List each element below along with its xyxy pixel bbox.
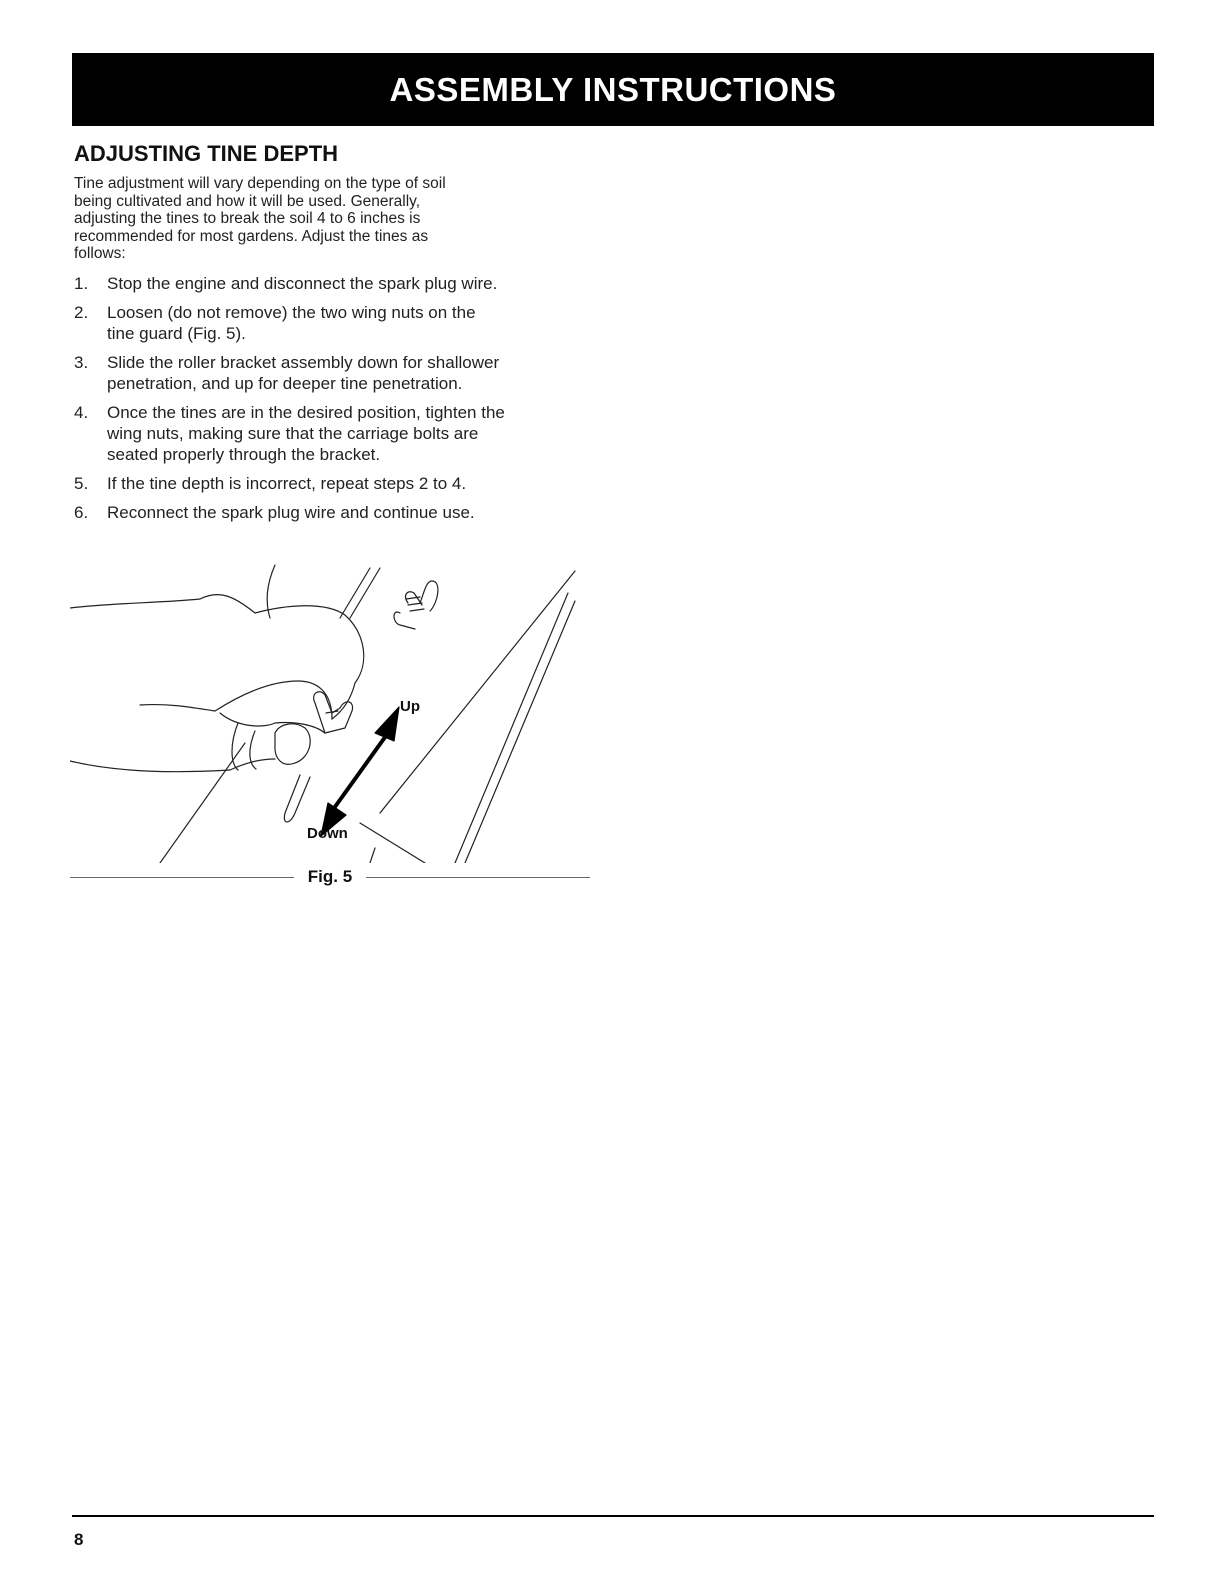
step-number: 1. — [74, 273, 89, 293]
footer-rule — [72, 1515, 1154, 1517]
intro-line: Tine adjustment will vary depending on the type of soil — [74, 175, 446, 192]
page-number: 8 — [74, 1530, 84, 1549]
fig-label-up: Up — [400, 698, 420, 715]
adjust-arrow-shaft — [332, 733, 388, 811]
section-banner — [72, 53, 1154, 126]
figure-5 — [70, 563, 590, 893]
step-text — [107, 502, 594, 523]
intro-line: recommended for most gardens. Adjust the tines as — [74, 227, 429, 245]
guard-edge-line — [370, 848, 375, 863]
fig-label-down: Down — [307, 825, 348, 842]
step-text — [107, 402, 594, 465]
intro-line: adjusting the tines to break the soil 4 to 6 inches is — [74, 210, 421, 228]
step-text — [107, 302, 594, 344]
step-text — [107, 352, 594, 394]
guard-edge-line — [465, 601, 575, 863]
step-item — [74, 352, 594, 394]
step-item — [74, 502, 594, 523]
step-item — [74, 402, 594, 465]
step-line: penetration, and up for deeper tine penetration. — [107, 373, 463, 393]
step-number: 3. — [74, 352, 89, 372]
caption-rule-left — [70, 877, 294, 878]
step-line: Stop the engine and disconnect the spark plug wire. — [107, 273, 498, 293]
intro-paragraph — [74, 175, 594, 263]
bracket-slot — [284, 775, 310, 822]
step-number: 6. — [74, 502, 89, 522]
step-number: 2. — [74, 302, 89, 322]
arm-outline — [70, 761, 230, 772]
step-line: tine guard (Fig. 5). — [107, 323, 246, 343]
guard-edge-line — [160, 743, 245, 863]
banner-title: ASSEMBLY INSTRUCTIONS — [389, 70, 837, 108]
guard-edge-line — [455, 593, 568, 863]
text-column — [74, 141, 594, 531]
figure-caption-row — [70, 865, 590, 889]
step-text — [107, 273, 594, 294]
thumb-outline — [275, 724, 310, 764]
step-line: Reconnect the spark plug wire and continue use. — [107, 502, 475, 522]
arm-outline — [70, 599, 200, 608]
step-list — [74, 273, 594, 523]
finger-outline — [232, 723, 238, 770]
caption-rule-right — [366, 877, 590, 878]
step-line: If the tine depth is incorrect, repeat steps 2 to 4. — [107, 473, 467, 493]
step-item — [74, 273, 594, 294]
finger-outline — [140, 681, 332, 719]
step-line: seated properly through the bracket. — [107, 444, 381, 464]
step-line: wing nuts, making sure that the carriage bolts are — [107, 423, 479, 443]
step-line: Slide the roller bracket assembly down for shallower — [107, 352, 500, 372]
intro-line: follows: — [74, 245, 126, 263]
guard-edge-line — [360, 823, 425, 863]
step-item — [74, 302, 594, 344]
finger-outline — [250, 731, 256, 769]
step-line: Loosen (do not remove) the two wing nuts on the — [107, 302, 476, 322]
step-text — [107, 473, 594, 494]
figure-caption: Fig. 5 — [307, 867, 353, 886]
step-number: 4. — [74, 402, 89, 422]
hand-wingnut-illustration — [70, 563, 590, 863]
guard-edge-line — [380, 571, 575, 813]
intro-line: being cultivated and how it will be used. Generally, — [74, 192, 421, 210]
step-line: Once the tines are in the desired position, tighten the — [107, 402, 505, 422]
step-number: 5. — [74, 473, 89, 493]
wingnut-loose — [394, 581, 438, 629]
section-heading: ADJUSTING TINE DEPTH — [74, 141, 339, 166]
step-item — [74, 473, 594, 494]
arrow-up-head — [375, 707, 399, 741]
hand-outline — [200, 595, 364, 719]
